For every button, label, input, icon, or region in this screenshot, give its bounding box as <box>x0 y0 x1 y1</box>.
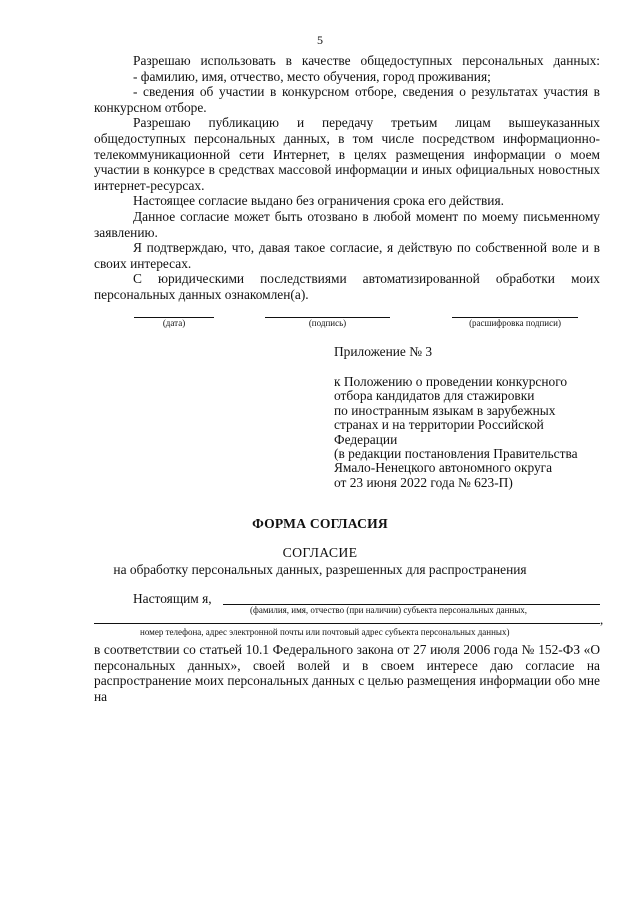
consent-paragraph-block <box>94 642 600 704</box>
paragraph-validity: Настоящее согласие выдано без ограничения срока его действия. <box>133 193 504 209</box>
appendix-line: к Положению о проведении конкурсного <box>334 374 568 389</box>
paragraph-publication: Разрешаю публикацию и передачу третьим лицам вышеуказанных общедоступных персональных данных, в том числе посредством информационно-телекоммуникационной сети Интернет, в целях размещения информации о моем участии в конкурсе в средствах массовой информации и иных официальных новостных интернет-ресурсах. <box>94 115 600 193</box>
consent-paragraph: в соответствии со статьей 10.1 Федерального закона от 27 июля 2006 года № 152-ФЗ «О персональных данных», своей волей и в своем интересе даю согласие на распространение моих персональных данных с целью размещения информации обо мне на <box>94 642 600 704</box>
subject-caption: (фамилия, имя, отчество (при наличии) субъекта персональных данных, <box>250 605 528 615</box>
decryption-label: (расшифровка подписи) <box>469 318 561 328</box>
contact-fill-line <box>94 623 600 624</box>
consent-subtitle: на обработку персональных данных, разрешенных для распространения <box>113 562 527 577</box>
contact-caption: номер телефона, адрес электронной почты или почтовый адрес субъекта персональных данных) <box>140 627 510 637</box>
paragraph-confirmation: Я подтверждаю, что, давая такое согласие, я действую по собственной воле и в своих интересах. <box>94 240 600 271</box>
line-end-comma: , <box>600 612 604 627</box>
appendix-title: Приложение № 3 <box>334 344 433 359</box>
form-title: ФОРМА СОГЛАСИЯ <box>252 516 388 531</box>
date-label: (дата) <box>162 318 186 328</box>
appendix-line: Ямало-Ненецкого автономного округа <box>334 460 553 476</box>
page-number: 5 <box>317 33 323 47</box>
appendix-line: Федерации <box>334 431 398 447</box>
appendix-line: от 23 июня 2022 года № 623-П) <box>334 474 513 490</box>
list-item-name: - фамилию, имя, отчество, место обучения, город проживания; <box>133 68 491 84</box>
signature-label: (подпись) <box>308 318 347 328</box>
consent-body <box>94 53 600 303</box>
intro-text: Настоящим я, <box>133 591 212 606</box>
list-item-participation: - сведения об участии в конкурсном отборе, сведения о результатах участия в конкурсном отборе. <box>94 84 600 115</box>
appendix-line: (в редакции постановления Правительства <box>334 446 578 462</box>
appendix-line: по иностранным языкам в зарубежных <box>334 402 556 418</box>
appendix-reference <box>334 375 624 490</box>
paragraph-acknowledgement: С юридическими последствиями автоматизированной обработки моих персональных данных ознакомлен(а). <box>94 271 600 302</box>
paragraph-revocation: Данное согласие может быть отозвано в любой момент по моему письменному заявлению. <box>94 208 600 240</box>
appendix-line: странах и на территории Российской <box>334 417 544 433</box>
paragraph-public-data: Разрешаю использовать в качестве общедоступных персональных данных: <box>133 53 600 68</box>
consent-title: СОГЛАСИЕ <box>282 545 358 560</box>
appendix-line: отбора кандидатов для стажировки <box>334 388 535 404</box>
